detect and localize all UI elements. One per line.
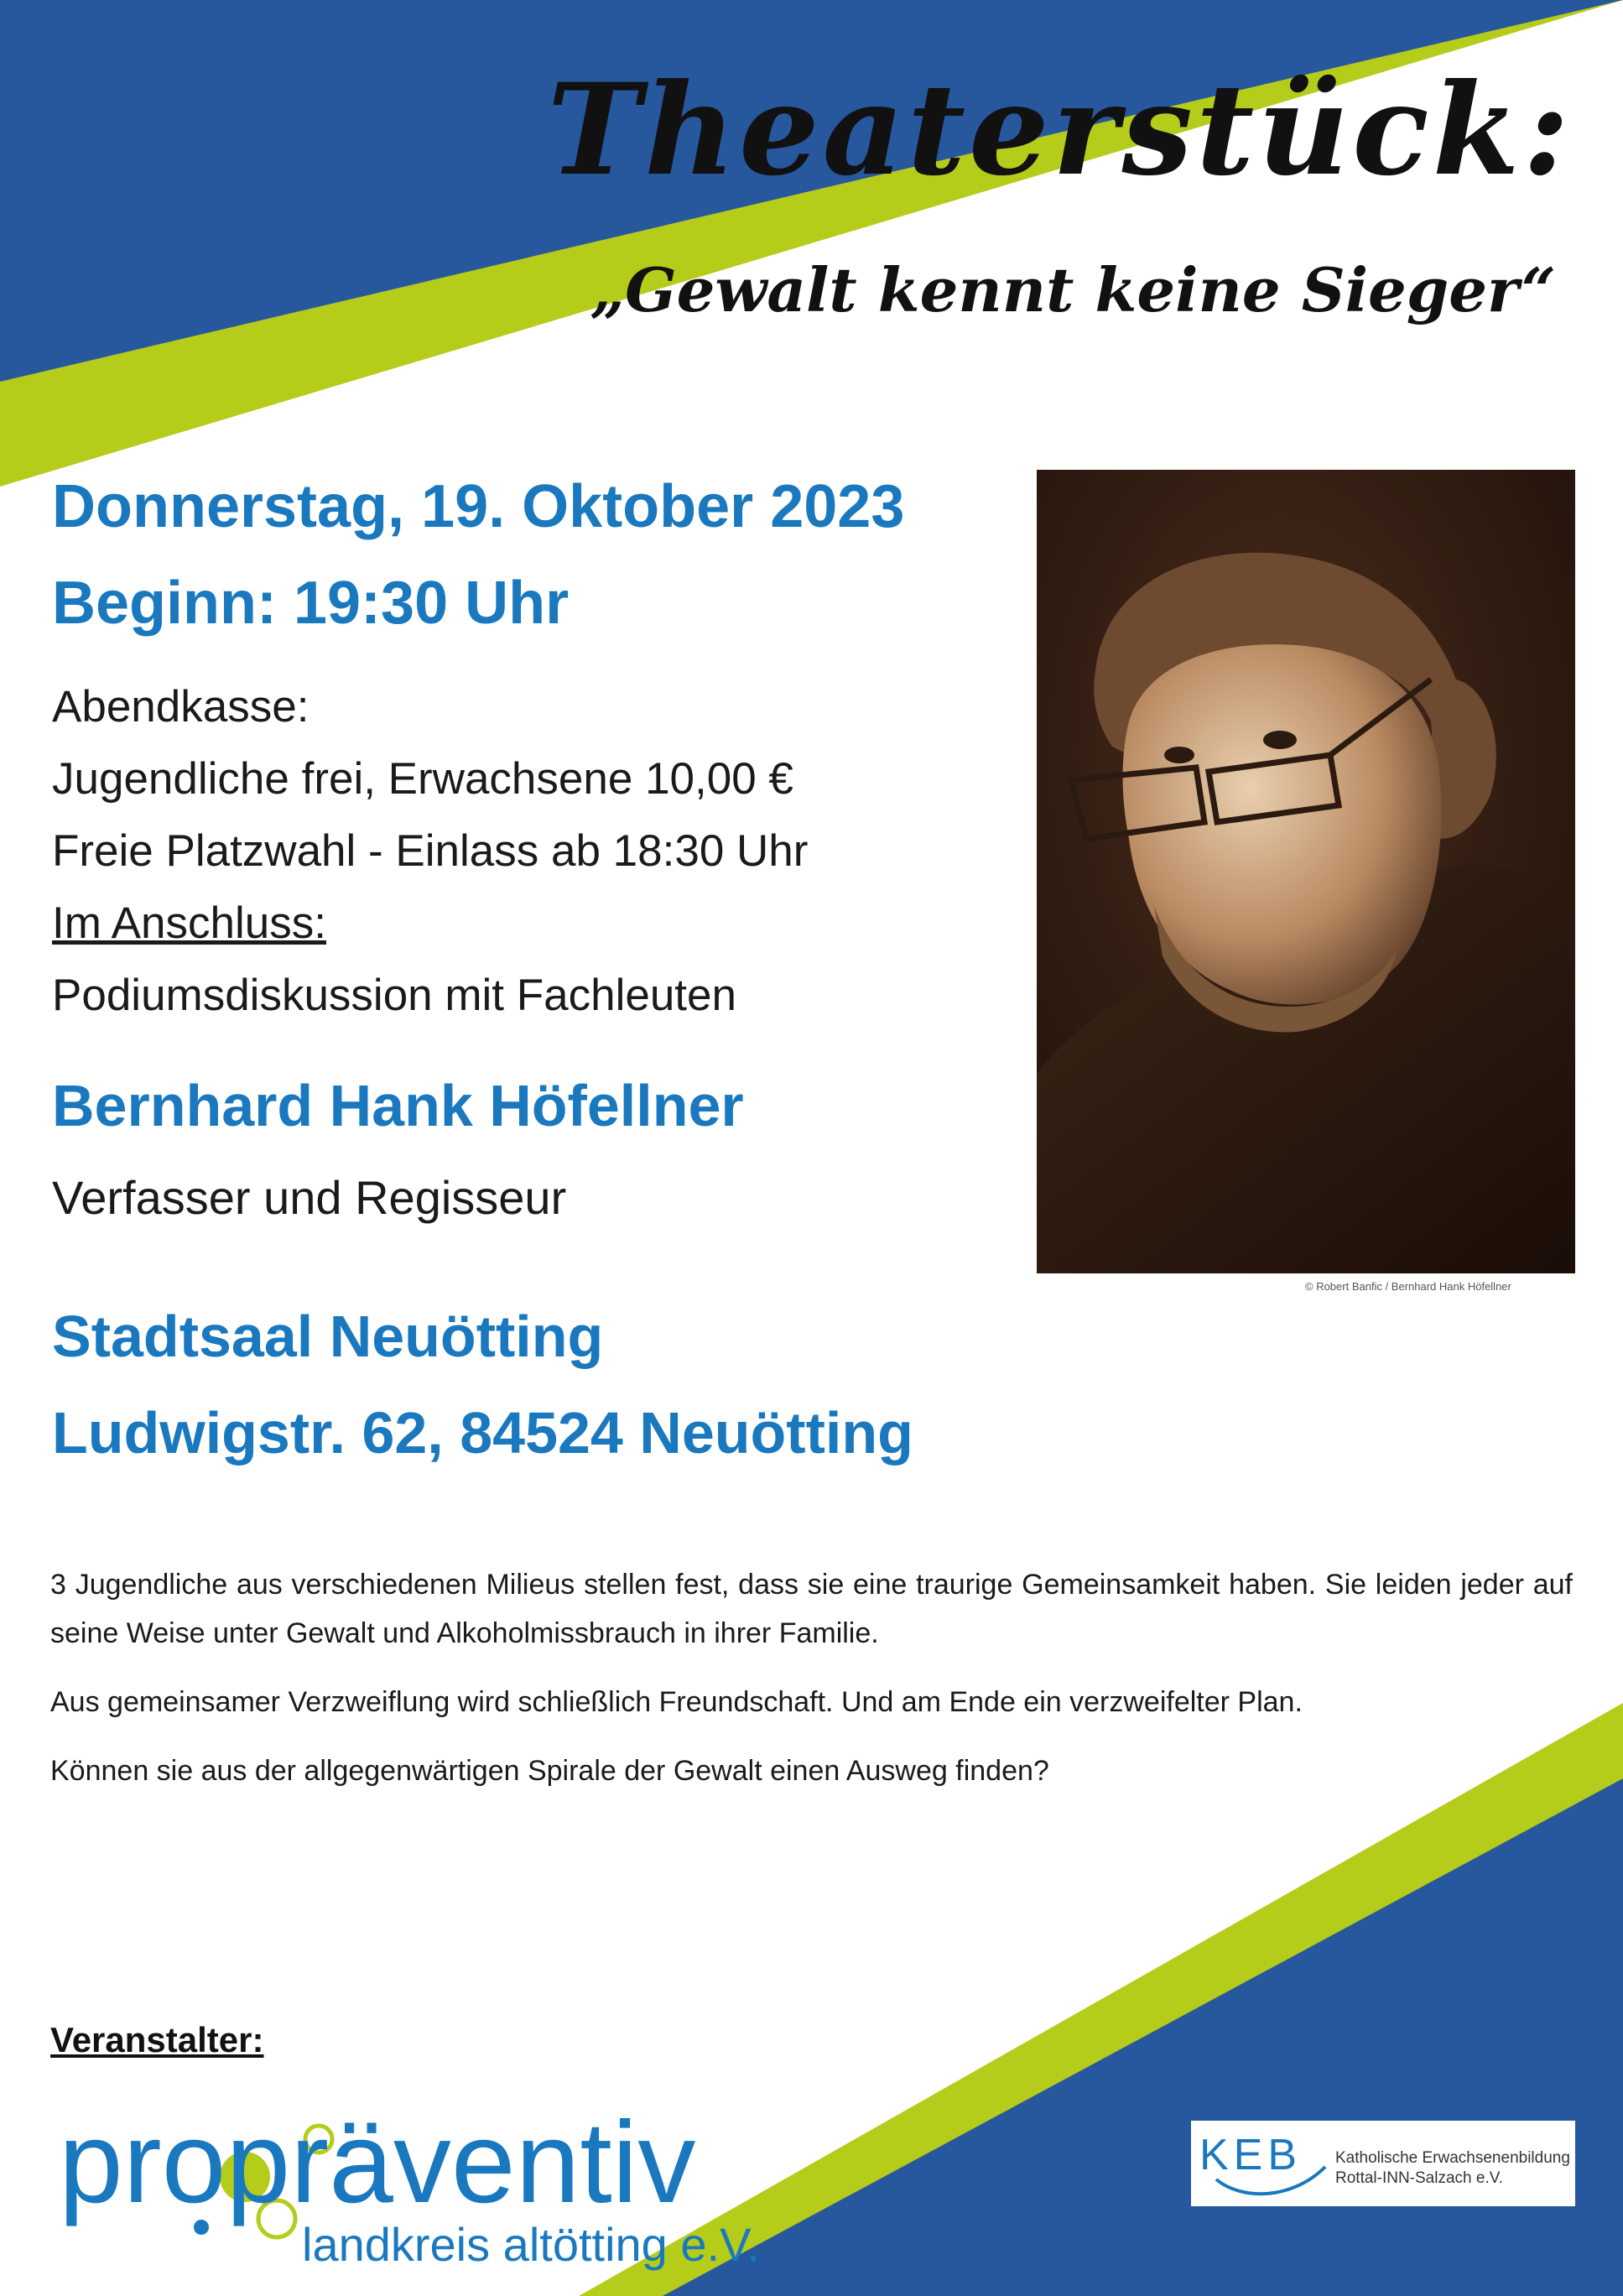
venue-address: Ludwigstr. 62, 84524 Neuötting — [52, 1400, 913, 1466]
logo-sub-text: landkreis altötting e.V. — [302, 2218, 760, 2271]
photo-credit: © Robert Banfic / Bernhard Hank Höfellner — [1305, 1280, 1511, 1293]
description-paragraph: Können sie aus der allgegenwärtigen Spirale der Gewalt einen Ausweg finden? — [50, 1755, 1049, 1787]
venue-name: Stadtsaal Neuötting — [52, 1304, 604, 1369]
logo-main-text: propräventiv — [59, 2098, 696, 2227]
description-paragraph: Aus gemeinsamer Verzweiflung wird schließlich Freundschaft. Und am Ende ein verzweifelter Plan. — [50, 1686, 1303, 1718]
keb-name-line1: Katholische Erwachsenenbildung — [1335, 2149, 1570, 2167]
propraeventiv-logo — [59, 2093, 814, 2278]
poster-title: Theaterstück: — [547, 56, 1573, 204]
description — [50, 1560, 1573, 1815]
ticket-info — [52, 671, 808, 1032]
info-heading-after: Im Anschluss: — [52, 898, 326, 948]
author-role: Verfasser und Regisseur — [52, 1171, 567, 1224]
author-photo — [1037, 470, 1575, 1273]
info-line: Abendkasse: — [52, 682, 310, 731]
organizer-label: Veranstalter: — [50, 2020, 264, 2059]
play-title: „Gewalt kennt keine Sieger“ — [590, 254, 1556, 325]
info-line: Freie Platzwahl - Einlass ab 18:30 Uhr — [52, 826, 809, 876]
keb-name-line2: Rottal-INN-Salzach e.V. — [1335, 2169, 1503, 2187]
description-paragraph: 3 Jugendliche aus verschiedenen Milieus stellen fest, dass sie eine traurige Gemeinsamkeit haben. Sie leiden jeder auf seine Weise unter Gewalt und Alkoholmissbrauch in ihrer Familie. — [50, 1569, 1573, 1649]
keb-abbreviation: KEB — [1199, 2131, 1303, 2179]
event-time: Beginn: 19:30 Uhr — [52, 570, 570, 637]
author-name: Bernhard Hank Höfellner — [52, 1073, 744, 1138]
info-line: Jugendliche frei, Erwachsene 10,00 € — [52, 754, 793, 804]
info-line: Podiumsdiskussion mit Fachleuten — [52, 971, 736, 1020]
keb-logo — [1191, 2121, 1575, 2206]
event-date: Donnerstag, 19. Oktober 2023 — [52, 473, 905, 540]
